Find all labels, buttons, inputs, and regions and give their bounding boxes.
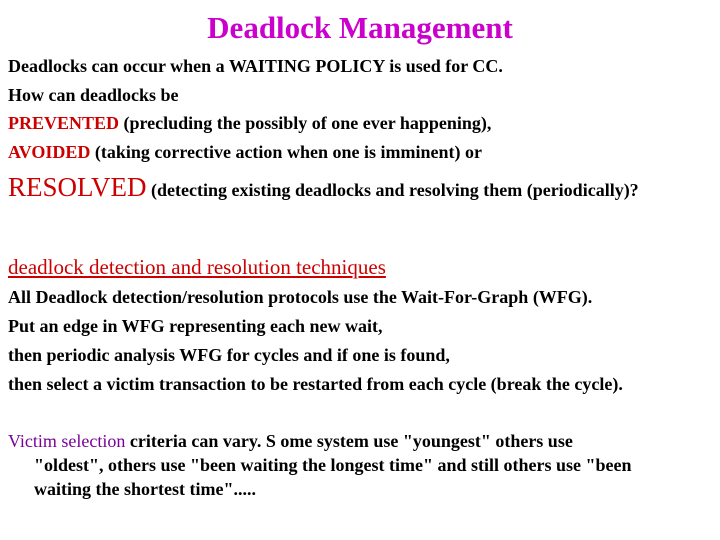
avoided-description: (taking corrective action when one is imminent) or (90, 142, 482, 162)
victim-paragraph (8, 429, 708, 501)
victim-line-2: "oldest", others use "been waiting the longest time" and still others use "been (34, 455, 632, 475)
section-line-3: then periodic analysis WFG for cycles and if one is found, (8, 345, 450, 365)
avoided-term: AVOIDED (8, 142, 91, 162)
prevented-description: (precluding the possibly of one ever happening), (119, 113, 492, 133)
resolved-line (8, 172, 639, 205)
section-heading-line (8, 254, 386, 281)
resolved-description: (detecting existing deadlocks and resolving them (periodically)? (146, 180, 639, 200)
resolved-term: RESOLVED (8, 172, 147, 202)
section-line-2: Put an edge in WFG representing each new wait, (8, 316, 383, 336)
intro-line-2: How can deadlocks be (8, 85, 179, 105)
section-heading: deadlock detection and resolution techniques (8, 255, 386, 279)
avoided-line (8, 141, 482, 163)
prevented-line (8, 112, 491, 134)
intro-line-1: Deadlocks can occur when a WAITING POLICY is used for CC. (8, 56, 503, 76)
victim-line-1: criteria can vary. S ome system use "youngest" others use (125, 431, 573, 451)
victim-term: Victim selection (8, 431, 126, 451)
victim-line-3: waiting the shortest time"..... (34, 479, 256, 499)
prevented-term: PREVENTED (8, 113, 120, 133)
page-title: Deadlock Management (207, 10, 513, 45)
section-line-4: then select a victim transaction to be restarted from each cycle (break the cycle). (8, 374, 623, 394)
section-line-1: All Deadlock detection/resolution protocols use the Wait-For-Graph (WFG). (8, 287, 593, 307)
